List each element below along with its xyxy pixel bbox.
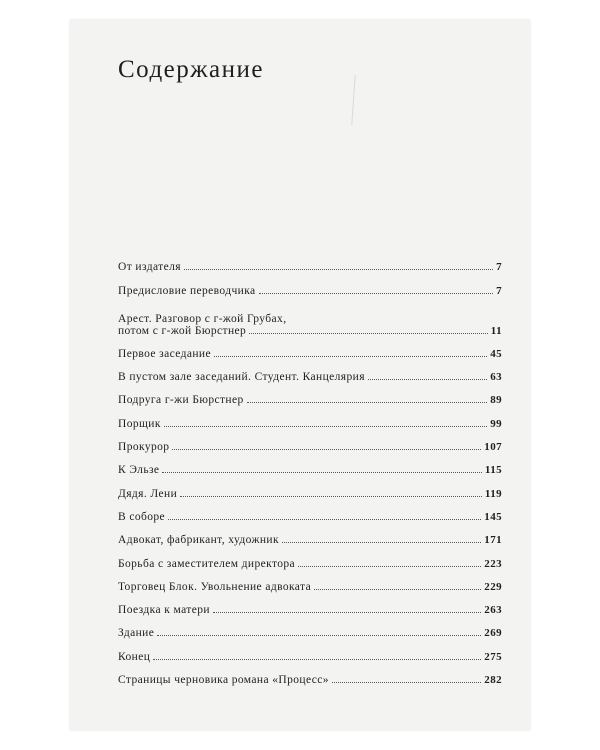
toc-entry-label: Порщик: [118, 417, 161, 430]
toc-entry-page: 45: [490, 347, 502, 360]
dot-leader: [172, 449, 481, 450]
dot-leader: [314, 589, 481, 590]
toc-entry-label: Дядя. Лени: [118, 487, 178, 500]
page-title: Содержание: [118, 56, 264, 83]
toc-entry-page: 223: [484, 557, 502, 570]
toc-entry-label: Конец: [118, 650, 151, 663]
dot-leader: [247, 402, 488, 403]
dot-leader: [184, 269, 493, 270]
toc-entry-uncle-leni: [118, 476, 502, 499]
dot-leader: [153, 659, 481, 660]
toc-entry-label: В соборе: [118, 510, 166, 523]
toc-entry-label: Предисловие переводчика: [118, 284, 256, 297]
toc-entry-label-continued: потом с г-жой Бюрстнер: [118, 324, 247, 337]
toc-entry-label: Первое заседание: [118, 347, 211, 360]
toc-entry-end: [118, 639, 502, 662]
toc-entry-label: Торговец Блок. Увольнение адвоката: [118, 580, 312, 593]
show-through-text: [118, 148, 508, 218]
toc-entry-text-block: [118, 297, 491, 337]
toc-entry-label: Адвокат, фабрикант, художник: [118, 534, 279, 547]
toc-entry-empty-hall: [118, 360, 502, 383]
dot-leader: [368, 379, 487, 380]
toc-entry-label: Арест. Разговор с г-жой Грубах,: [118, 312, 287, 325]
toc-entry-label: Здание: [118, 627, 155, 640]
toc-entry-journey: [118, 593, 502, 616]
dot-leader: [162, 472, 481, 473]
table-of-contents: [118, 250, 502, 686]
dot-leader: [168, 519, 481, 520]
toc-entry-page: 89: [490, 394, 502, 407]
dot-leader: [282, 542, 481, 543]
toc-entry-page: 229: [484, 580, 502, 593]
toc-entry-page: 63: [490, 371, 502, 384]
toc-entry-page: 275: [484, 650, 502, 663]
toc-entry-flogger: [118, 406, 502, 429]
toc-entry-struggle: [118, 546, 502, 569]
toc-entry-label: К Эльзе: [118, 464, 160, 477]
toc-entry-page: 7: [496, 261, 502, 274]
toc-entry-building: [118, 616, 502, 639]
toc-entry-page: 115: [484, 464, 502, 477]
pencil-mark: [351, 75, 355, 125]
dot-leader: [249, 333, 488, 334]
toc-entry-label: От издателя: [118, 261, 181, 274]
toc-entry-draft-pages: [118, 663, 502, 686]
toc-entry-page: 145: [484, 510, 502, 523]
toc-entry-lawyer: [118, 523, 502, 546]
dot-leader: [332, 682, 481, 683]
toc-entry-page: 282: [484, 674, 502, 687]
toc-entry-line2: [118, 325, 491, 337]
dot-leader: [214, 356, 487, 357]
toc-entry-block: [118, 570, 502, 593]
dot-leader: [157, 635, 481, 636]
dot-leader: [298, 566, 481, 567]
dot-leader: [180, 496, 482, 497]
toc-entry-first-hearing: [118, 337, 502, 360]
dot-leader: [259, 293, 494, 294]
toc-entry-page: 107: [484, 441, 502, 454]
toc-entry-page: 119: [484, 487, 502, 500]
toc-entry-label: Поездка к матери: [118, 604, 210, 617]
dot-leader: [164, 426, 487, 427]
toc-entry-from-publisher: [118, 250, 502, 273]
toc-entry-page: 99: [490, 417, 502, 430]
toc-entry-prosecutor: [118, 430, 502, 453]
toc-entry-to-elsa: [118, 453, 502, 476]
toc-entry-page: 263: [484, 604, 502, 617]
book-page: [70, 20, 530, 730]
dot-leader: [213, 612, 481, 613]
toc-entry-arrest: [118, 297, 502, 337]
toc-entry-page: 171: [484, 534, 502, 547]
toc-entry-page: 7: [496, 284, 502, 297]
toc-entry-label: Подруга г-жи Бюрстнер: [118, 394, 244, 407]
toc-entry-label: Прокурор: [118, 441, 170, 454]
toc-entry-label: В пустом зале заседаний. Студент. Канцелярия: [118, 371, 365, 384]
toc-entry-page: 269: [484, 627, 502, 640]
toc-entry-cathedral: [118, 500, 502, 523]
toc-entry-label: Борьба с заместителем директора: [118, 557, 296, 570]
toc-entry-friend: [118, 383, 502, 406]
toc-entry-label: Страницы черновика романа «Процесс»: [118, 674, 329, 687]
toc-entry-translator-preface: [118, 273, 502, 296]
toc-entry-page: 11: [490, 324, 502, 337]
